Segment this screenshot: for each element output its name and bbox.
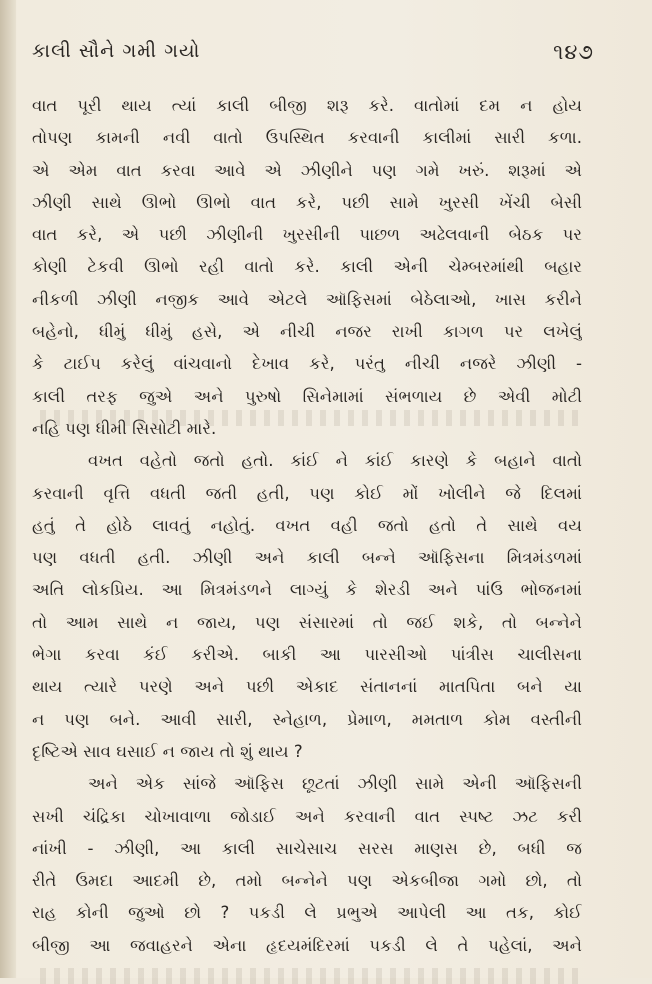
text-line: વાત કરે, એ પછી ઝીણીની ખુરસીની પાછળ અઢેલવાની બેઠક પર [32, 225, 582, 245]
text-line: થાય ત્યારે પરણે અને પછી એકાદ સંતાનનાં માતપિતા બને યા [32, 677, 582, 697]
paragraph [32, 445, 582, 768]
text-line: અને એક સાંજે ઑફિસ છૂટતાં ઝીણી સામે એની ઑફિસની [88, 774, 582, 794]
text-line: વખત વહેતો જતો હતો. કાંઈ ને કાંઈ કારણે કે બહાને વાતો [88, 451, 582, 471]
text-line: દૃષ્ટિએ સાવ ઘસાઈ ન જાય તો શું થાય ? [32, 741, 303, 761]
running-title: કાલી સૌને ગમી ગયો [32, 40, 201, 62]
text-line: કાલી તરફ જુએ અને પુરુષો સિનેમામાં સંભળાય છે એવી મોટી [32, 386, 582, 406]
text-line: કરવાની વૃત્તિ વધતી જતી હતી, પણ કોઈ મોં ખોલીને જે દિલમાં [32, 483, 582, 503]
text-line: તો આમ સાથે ન જાય, પણ સંસારમાં તો જઈ શકે, તો બન્નેને [32, 612, 582, 632]
paragraph [32, 90, 582, 445]
text-line: વાત પૂરી થાય ત્યાં કાલી બીજી શરૂ કરે. વાતોમાં દમ ન હોય [32, 96, 582, 115]
paragraph [32, 768, 582, 962]
text-line: કે ટાઈપ કરેલું વાંચવાનો દેખાવ કરે, પરંતુ નીચી નજરે ઝીણી - [32, 354, 582, 374]
show-through-text [40, 968, 582, 984]
text-line: કોણી ટેકવી ઊભો રહી વાતો કરે. કાલી એની ચેમ્બરમાંથી બહાર [32, 257, 582, 277]
text-line: રાહ કોની જુઓ છો ? પકડી લે પ્રભુએ આપેલી આ તક, કોઈ [32, 903, 582, 923]
text-line: ભેગા કરવા કંઈ કરીએ. બાકી આ પારસીઓ પાંત્રીસ ચાલીસના [32, 645, 582, 665]
page-header [32, 40, 594, 74]
page-body [32, 90, 582, 962]
book-gutter [0, 0, 16, 978]
text-line: સખી ચંદ્રિકા ચોખાવાળા જોડાઈ અને કરવાની વાત સ્પષ્ટ ઝટ કરી [32, 806, 582, 826]
page-number: ૧૪૭ [553, 40, 594, 64]
text-line: હતું તે હોઠે લાવતું નહોતું. વખત વહી જતો હતો તે સાથે વય [32, 515, 582, 535]
text-line: તોપણ કામની નવી વાતો ઉપસ્થિત કરવાની કાલીમાં સારી કળા. [32, 128, 582, 148]
text-line: નીકળી ઝીણી નજીક આવે એટલે ઑફિસમાં બેઠેલાઓ, ખાસ કરીને [32, 289, 582, 309]
text-line: પણ વધતી હતી. ઝીણી અને કાલી બન્ને ઑફિસના મિત્રમંડળમાં [32, 548, 582, 568]
text-line: નાંખી - ઝીણી, આ કાલી સાચેસાચ સરસ માણસ છે, બધી જ [32, 838, 582, 858]
text-line: રીતે ઉમદા આદમી છે, તમો બન્નેને પણ એકબીજા ગમો છો, તો [32, 871, 582, 891]
text-line: એ એમ વાત કરવા આવે એ ઝીણીને પણ ગમે ખરું. શરૂમાં એ [32, 160, 582, 180]
text-line: ઝીણી સાથે ઊભો ઊભો વાત કરે, પછી સામે ખુરસી ખેંચી બેસી [32, 192, 582, 212]
text-line: બહેનો, ધીમું ધીમું હસે, એ નીચી નજર રાખી કાગળ પર લખેલું [32, 322, 582, 342]
text-line: બીજી આ જવાહરને એના હૃદયમંદિરમાં પકડી લે તે પહેલાં, અને [32, 935, 582, 955]
text-line: નહિ પણ ધીમી સિસોટી મારે. [32, 418, 217, 438]
text-line: અતિ લોકપ્રિય. આ મિત્રમંડળને લાગ્યું કે શેરડી અને પાંઉ ભોજનમાં [32, 580, 582, 600]
text-line: ન પણ બને. આવી સારી, સ્નેહાળ, પ્રેમાળ, મમતાળ કોમ વસ્તીની [32, 709, 582, 729]
